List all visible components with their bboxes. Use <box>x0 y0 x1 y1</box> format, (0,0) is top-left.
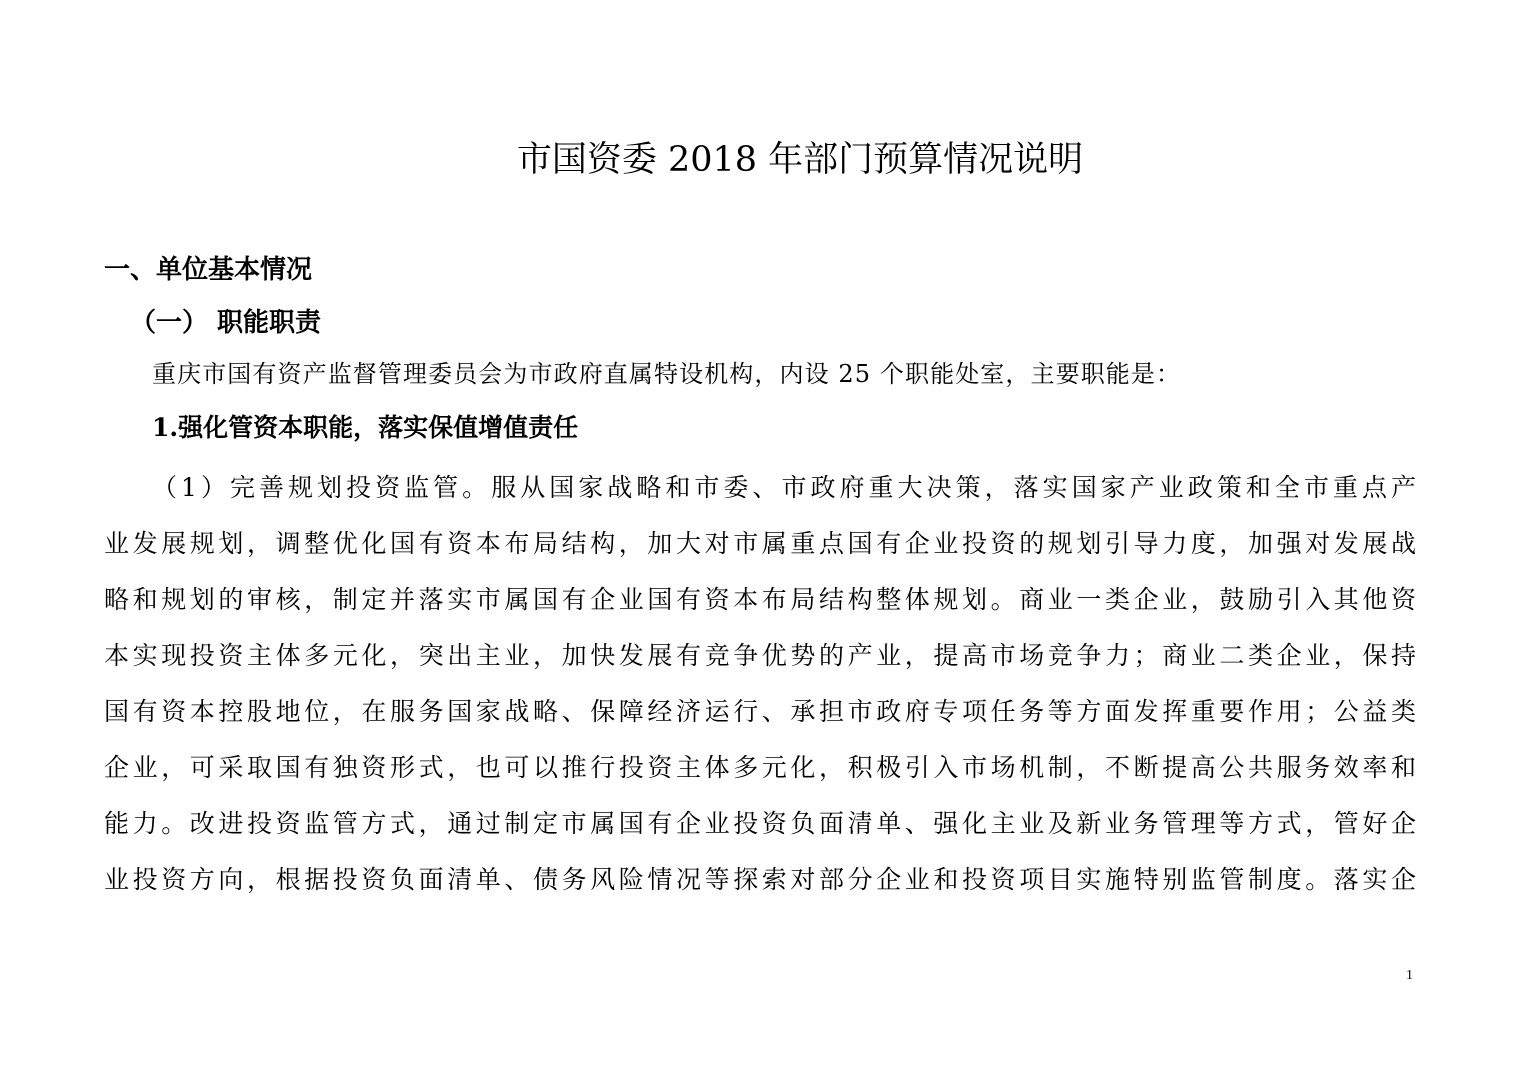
section-heading-basic-info: 一、单位基本情况 <box>104 255 313 285</box>
paragraph-line: 国有资本控股地位，在服务国家战略、保障经济运行、承担市政府专项任务等方面发挥重要作用；公益类 <box>104 697 1416 726</box>
paragraph-line: 业投资方向，根据投资负面清单、债务风险情况等探索对部分企业和投资项目实施特别监管制度。落实企 <box>104 865 1416 894</box>
paragraph-line: 本实现投资主体多元化，突出主业，加快发展有竞争优势的产业，提高市场竞争力；商业二类企业，保持 <box>104 641 1416 670</box>
paragraph-line: 略和规划的审核，制定并落实市属国有企业国有资本布局结构整体规划。商业一类企业，鼓励引入其他资 <box>104 585 1416 614</box>
intro-paragraph: 重庆市国有资产监督管理委员会为市政府直属特设机构，内设 25 个职能处室，主要职能是： <box>152 360 1182 388</box>
subsection-heading-duties: （一） 职能职责 <box>130 308 322 338</box>
page-number: 1 <box>1406 968 1413 983</box>
body-paragraph-planning-investment <box>104 460 1416 908</box>
paragraph-line: 企业，可采取国有独资形式，也可以推行投资主体多元化，积极引入市场机制，不断提高公共服务效率和 <box>104 753 1416 782</box>
paragraph-line: （1）完善规划投资监管。服从国家战略和市委、市政府重大决策，落实国家产业政策和全市重点产 <box>152 473 1416 502</box>
document-title: 市国资委 2018 年部门预算情况说明 <box>516 140 1084 180</box>
paragraph-line: 能力。改进投资监管方式，通过制定市属国有企业投资负面清单、强化主业及新业务管理等方式，管好企 <box>104 809 1416 838</box>
paragraph-line: 业发展规划，调整优化国有资本布局结构，加大对市属重点国有企业投资的规划引导力度，加强对发展战 <box>104 529 1416 558</box>
item-heading-capital-management: 1.强化管资本职能，落实保值增值责任 <box>152 413 579 442</box>
